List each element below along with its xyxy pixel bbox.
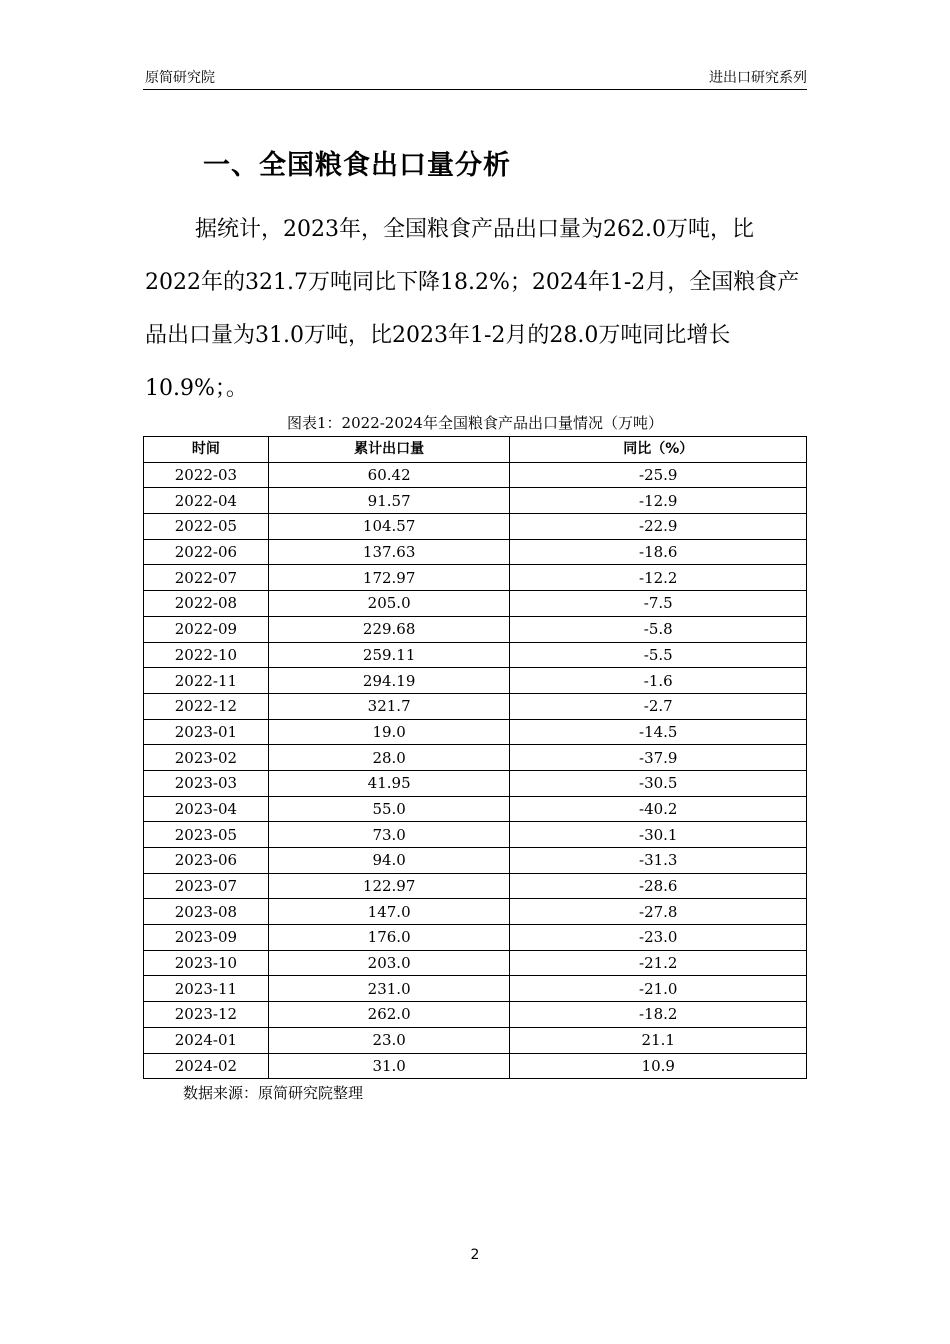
cell-time: 2023-01	[144, 719, 269, 745]
cell-time: 2023-05	[144, 822, 269, 848]
header-time: 时间	[144, 437, 269, 463]
export-volume-table	[143, 436, 807, 1079]
cell-cumulative-export: 41.95	[268, 770, 510, 796]
table-row	[144, 745, 807, 771]
cell-yoy: -14.5	[510, 719, 807, 745]
cell-time: 2023-10	[144, 950, 269, 976]
cell-time: 2022-05	[144, 514, 269, 540]
cell-time: 2023-08	[144, 899, 269, 925]
cell-yoy: -23.0	[510, 925, 807, 951]
cell-time: 2023-12	[144, 1002, 269, 1028]
cell-yoy: -40.2	[510, 796, 807, 822]
table-row	[144, 539, 807, 565]
cell-yoy: -22.9	[510, 514, 807, 540]
cell-cumulative-export: 147.0	[268, 899, 510, 925]
table-header-row	[144, 437, 807, 463]
header-yoy: 同比（%）	[510, 437, 807, 463]
cell-time: 2023-04	[144, 796, 269, 822]
cell-cumulative-export: 55.0	[268, 796, 510, 822]
cell-yoy: -2.7	[510, 693, 807, 719]
table-row	[144, 488, 807, 514]
header-organization: 原简研究院	[145, 70, 215, 86]
cell-time: 2024-02	[144, 1053, 269, 1079]
cell-time: 2023-09	[144, 925, 269, 951]
cell-cumulative-export: 262.0	[268, 1002, 510, 1028]
table-row	[144, 719, 807, 745]
cell-time: 2022-10	[144, 642, 269, 668]
cell-cumulative-export: 31.0	[268, 1053, 510, 1079]
cell-cumulative-export: 94.0	[268, 848, 510, 874]
table-row	[144, 899, 807, 925]
cell-cumulative-export: 19.0	[268, 719, 510, 745]
cell-time: 2022-06	[144, 539, 269, 565]
table-body	[144, 462, 807, 1079]
cell-time: 2022-09	[144, 616, 269, 642]
table-row	[144, 693, 807, 719]
table-row	[144, 976, 807, 1002]
table-row	[144, 848, 807, 874]
cell-yoy: -25.9	[510, 462, 807, 488]
cell-yoy: -12.9	[510, 488, 807, 514]
body-paragraph	[145, 203, 809, 415]
table-caption: 图表1：2022-2024年全国粮食产品出口量情况（万吨）	[287, 414, 663, 432]
cell-time: 2022-08	[144, 591, 269, 617]
cell-cumulative-export: 73.0	[268, 822, 510, 848]
cell-yoy: -28.6	[510, 873, 807, 899]
cell-time: 2023-06	[144, 848, 269, 874]
cell-cumulative-export: 205.0	[268, 591, 510, 617]
cell-cumulative-export: 137.63	[268, 539, 510, 565]
cell-yoy: -21.2	[510, 950, 807, 976]
cell-cumulative-export: 229.68	[268, 616, 510, 642]
cell-cumulative-export: 259.11	[268, 642, 510, 668]
cell-yoy: -30.5	[510, 770, 807, 796]
table-row	[144, 1002, 807, 1028]
cell-yoy: 21.1	[510, 1027, 807, 1053]
header-cumulative-export: 累计出口量	[268, 437, 510, 463]
cell-cumulative-export: 122.97	[268, 873, 510, 899]
cell-yoy: -1.6	[510, 668, 807, 694]
cell-yoy: -18.6	[510, 539, 807, 565]
table-row	[144, 514, 807, 540]
table-row	[144, 770, 807, 796]
section-title: 一、全国粮食出口量分析	[203, 150, 511, 181]
table-row	[144, 822, 807, 848]
cell-cumulative-export: 60.42	[268, 462, 510, 488]
table-row	[144, 642, 807, 668]
cell-cumulative-export: 176.0	[268, 925, 510, 951]
cell-yoy: -21.0	[510, 976, 807, 1002]
cell-cumulative-export: 203.0	[268, 950, 510, 976]
cell-cumulative-export: 104.57	[268, 514, 510, 540]
cell-time: 2023-02	[144, 745, 269, 771]
cell-time: 2023-03	[144, 770, 269, 796]
cell-cumulative-export: 91.57	[268, 488, 510, 514]
cell-cumulative-export: 321.7	[268, 693, 510, 719]
header-series: 进出口研究系列	[709, 70, 807, 86]
table-row	[144, 873, 807, 899]
header-divider	[143, 89, 807, 90]
paragraph-text: 据统计，2023年，全国粮食产品出口量为262.0万吨，比2022年的321.7万吨同比下降18.2%；2024年1-2月，全国粮食产品出口量为31.0万吨，比2023年1-2月的28.0万吨同比增长10.9%；。	[145, 217, 800, 401]
cell-cumulative-export: 28.0	[268, 745, 510, 771]
cell-time: 2022-11	[144, 668, 269, 694]
data-source: 数据来源：原简研究院整理	[183, 1084, 364, 1102]
table-row	[144, 565, 807, 591]
table-row	[144, 1027, 807, 1053]
cell-yoy: -7.5	[510, 591, 807, 617]
cell-cumulative-export: 294.19	[268, 668, 510, 694]
cell-time: 2024-01	[144, 1027, 269, 1053]
table-row	[144, 462, 807, 488]
cell-yoy: -30.1	[510, 822, 807, 848]
table-row	[144, 1053, 807, 1079]
table-row	[144, 950, 807, 976]
cell-yoy: -31.3	[510, 848, 807, 874]
table-row	[144, 616, 807, 642]
cell-time: 2023-07	[144, 873, 269, 899]
cell-cumulative-export: 172.97	[268, 565, 510, 591]
cell-yoy: -5.5	[510, 642, 807, 668]
table-row	[144, 796, 807, 822]
cell-yoy: -18.2	[510, 1002, 807, 1028]
cell-yoy: -37.9	[510, 745, 807, 771]
cell-time: 2022-03	[144, 462, 269, 488]
cell-cumulative-export: 23.0	[268, 1027, 510, 1053]
table-row	[144, 591, 807, 617]
cell-time: 2022-07	[144, 565, 269, 591]
table-row	[144, 925, 807, 951]
page-number: 2	[470, 1247, 480, 1263]
cell-yoy: -5.8	[510, 616, 807, 642]
cell-time: 2023-11	[144, 976, 269, 1002]
cell-yoy: -27.8	[510, 899, 807, 925]
cell-time: 2022-04	[144, 488, 269, 514]
table-row	[144, 668, 807, 694]
cell-yoy: 10.9	[510, 1053, 807, 1079]
cell-yoy: -12.2	[510, 565, 807, 591]
cell-cumulative-export: 231.0	[268, 976, 510, 1002]
cell-time: 2022-12	[144, 693, 269, 719]
